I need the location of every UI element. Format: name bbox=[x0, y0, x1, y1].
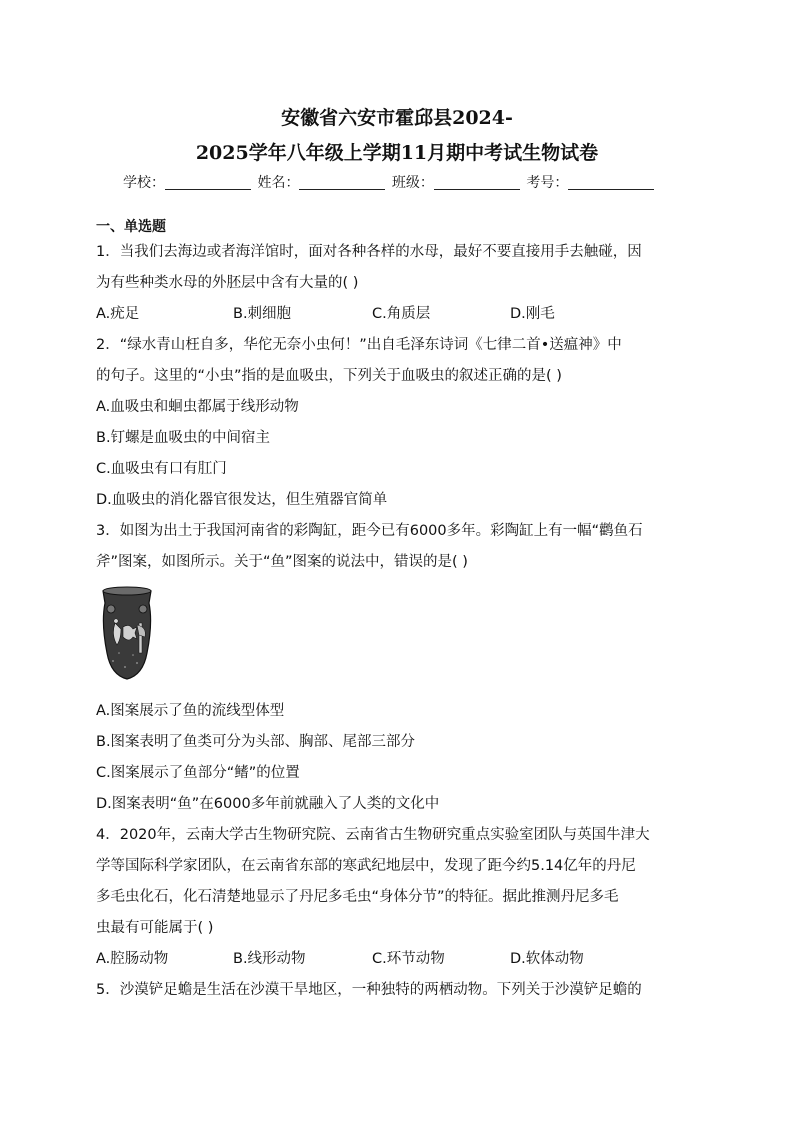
question-1-option-c[interactable]: C.角质层 bbox=[372, 306, 431, 322]
school-label: 学校： bbox=[123, 175, 165, 191]
question-1-line-1: 1．当我们去海边或者海洋馆时，面对各种各样的水母，最好不要直接用手去触碰，因 bbox=[96, 244, 642, 260]
question-2-option-c[interactable]: C.血吸虫有口有肛门 bbox=[96, 461, 227, 477]
question-1-option-d[interactable]: D.刚毛 bbox=[510, 306, 555, 322]
question-4-option-a[interactable]: A.腔肠动物 bbox=[96, 951, 169, 967]
question-2-option-b[interactable]: B.钉螺是血吸虫的中间宿主 bbox=[96, 430, 271, 446]
painted-pottery-jar-image bbox=[97, 583, 157, 683]
question-3-option-d[interactable]: D.图案表明“鱼”在6000多年前就融入了人类的文化中 bbox=[96, 796, 440, 812]
student-info-row bbox=[123, 172, 656, 192]
question-3-line-1: 3．如图为出土于我国河南省的彩陶缸，距今已有6000多年。彩陶缸上有一幅“鹳鱼石 bbox=[96, 523, 643, 539]
question-2-option-d[interactable]: D.血吸虫的消化器官很发达，但生殖器官简单 bbox=[96, 492, 388, 508]
class-label: 班级： bbox=[391, 175, 434, 191]
question-4-line-2: 学等国际科学家团队，在云南省东部的寒武纪地层中，发现了距今约5.14亿年的丹尼 bbox=[96, 858, 636, 874]
question-1-line-2: 为有些种类水母的外胚层中含有大量的( ) bbox=[96, 275, 359, 291]
question-3-option-c[interactable]: C.图案展示了鱼部分“鳍”的位置 bbox=[96, 765, 300, 781]
question-4-option-d[interactable]: D.软体动物 bbox=[510, 951, 584, 967]
exam-number-blank[interactable] bbox=[568, 175, 654, 190]
question-4-line-4: 虫最有可能属于( ) bbox=[96, 920, 214, 936]
question-3-option-a[interactable]: A.图案展示了鱼的流线型体型 bbox=[96, 703, 285, 719]
pottery-jar-drawing bbox=[97, 583, 157, 683]
question-2-line-2: 的句子。这里的“小虫”指的是血吸虫，下列关于血吸虫的叙述正确的是( ) bbox=[96, 368, 562, 384]
question-4-line-1: 4．2020年，云南大学古生物研究院、云南省古生物研究重点实验室团队与英国牛津大 bbox=[96, 827, 650, 843]
name-blank[interactable] bbox=[299, 175, 385, 190]
question-4-option-b[interactable]: B.线形动物 bbox=[233, 951, 306, 967]
name-label: 姓名： bbox=[257, 175, 300, 191]
question-4-option-c[interactable]: C.环节动物 bbox=[372, 951, 445, 967]
exam-number-label: 考号： bbox=[526, 175, 569, 191]
class-blank[interactable] bbox=[434, 175, 520, 190]
school-blank[interactable] bbox=[165, 175, 251, 190]
exam-title-line-2: 2025学年八年级上学期11月期中考试生物试卷 bbox=[195, 142, 599, 164]
question-3-line-2: 斧”图案，如图所示。关于“鱼”图案的说法中，错误的是( ) bbox=[96, 554, 468, 570]
question-1-option-b[interactable]: B.刺细胞 bbox=[233, 306, 292, 322]
question-2-line-1: 2．“绿水青山枉自多，华佗无奈小虫何！”出自毛泽东诗词《七律二首•送瘟神》中 bbox=[96, 337, 622, 353]
question-5-line-1: 5．沙漠铲足蟾是生活在沙漠干旱地区，一种独特的两栖动物。下列关于沙漠铲足蟾的 bbox=[96, 982, 642, 998]
question-1-option-a[interactable]: A.疣足 bbox=[96, 306, 140, 322]
section-title: 一、单选题 bbox=[96, 219, 166, 235]
question-4-line-3: 多毛虫化石，化石清楚地显示了丹尼多毛虫“身体分节”的特征。据此推测丹尼多毛 bbox=[96, 889, 619, 905]
question-3-option-b[interactable]: B.图案表明了鱼类可分为头部、胸部、尾部三部分 bbox=[96, 734, 416, 750]
question-2-option-a[interactable]: A.血吸虫和蛔虫都属于线形动物 bbox=[96, 399, 299, 415]
exam-title-line-1: 安徽省六安市霍邱县2024- bbox=[281, 107, 513, 129]
